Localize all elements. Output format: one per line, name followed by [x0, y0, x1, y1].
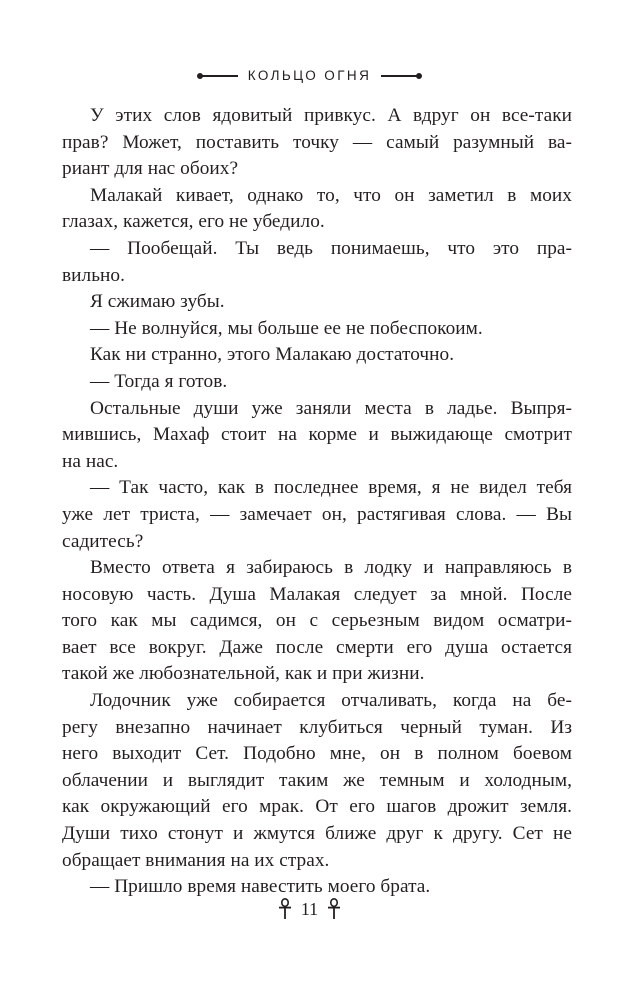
- text-line: — Пообещай. Ты ведь понимаешь, что это пра-: [90, 237, 572, 259]
- text-line: того как мы садимся, он с серьезным видом осматри-: [62, 610, 572, 632]
- text-line: него выходит Сет. Подобно мне, он в полном боевом: [62, 743, 572, 765]
- text-line: — Тогда я готов.: [90, 370, 228, 392]
- text-line: риант для нас обоих?: [62, 158, 239, 180]
- text-line: — Так часто, как в последнее время, я не видел тебя: [90, 477, 572, 499]
- text-line: садитесь?: [62, 530, 144, 552]
- text-line: Остальные души уже заняли места в ладье. Выпря-: [90, 397, 572, 419]
- text-line: У этих слов ядовитый привкус. А вдруг он все-таки: [90, 105, 572, 126]
- running-head-rule-left: [200, 75, 238, 76]
- text-line: как окружающий его мрак. От его шагов дрожит земля.: [62, 796, 572, 818]
- text-line: Как ни странно, этого Малакаю достаточно.: [90, 344, 455, 366]
- text-line: вает все вокруг. Даже после смерти его душа остается: [62, 636, 572, 658]
- text-line: обращает внимания на их страх.: [62, 849, 330, 871]
- text-line: носовую часть. Душа Малакая следует за мной. После: [62, 583, 572, 605]
- text-line: прав? Может, поставить точку — самый разумный ва-: [62, 131, 572, 153]
- text-line: облачении и выглядит таким же темным и холодным,: [62, 769, 572, 791]
- body-text: [62, 103, 572, 901]
- text-line: мившись, Махаф стоит на корме и выжидающе смотрит: [62, 424, 572, 446]
- running-head-title: КОЛЬЦО ОГНЯ: [247, 68, 372, 83]
- text-line: на нас.: [62, 450, 119, 472]
- text-line: Души тихо стонут и жмутся ближе друг к другу. Сет не: [62, 823, 572, 845]
- folio: [0, 895, 619, 923]
- text-line: Я сжимаю зубы.: [90, 291, 225, 313]
- ankh-icon: [327, 898, 341, 920]
- running-head: [0, 66, 619, 86]
- text-line: уже лет триста, — замечает он, растягивая слова. — Вы: [62, 503, 572, 525]
- text-line: Вместо ответа я забираюсь в лодку и направляюсь в: [90, 557, 572, 579]
- text-line: — Не волнуйся, мы больше ее не побеспокоим.: [90, 317, 483, 339]
- text-line: регу внезапно начинает клубиться черный туман. Из: [62, 716, 572, 738]
- text-line: вильно.: [62, 264, 125, 286]
- text-line: — Пришло время навестить моего брата.: [90, 876, 431, 898]
- ankh-icon: [278, 898, 292, 920]
- text-line: Малакай кивает, однако то, что он заметил в моих: [90, 184, 572, 206]
- page-number: 11: [300, 899, 319, 919]
- running-head-rule-right: [381, 75, 419, 76]
- text-line: глазах, кажется, его не убедило.: [62, 211, 325, 233]
- text-line: такой же любознательной, как и при жизни.: [62, 663, 425, 685]
- text-line: Лодочник уже собирается отчаливать, когда на бе-: [90, 690, 572, 712]
